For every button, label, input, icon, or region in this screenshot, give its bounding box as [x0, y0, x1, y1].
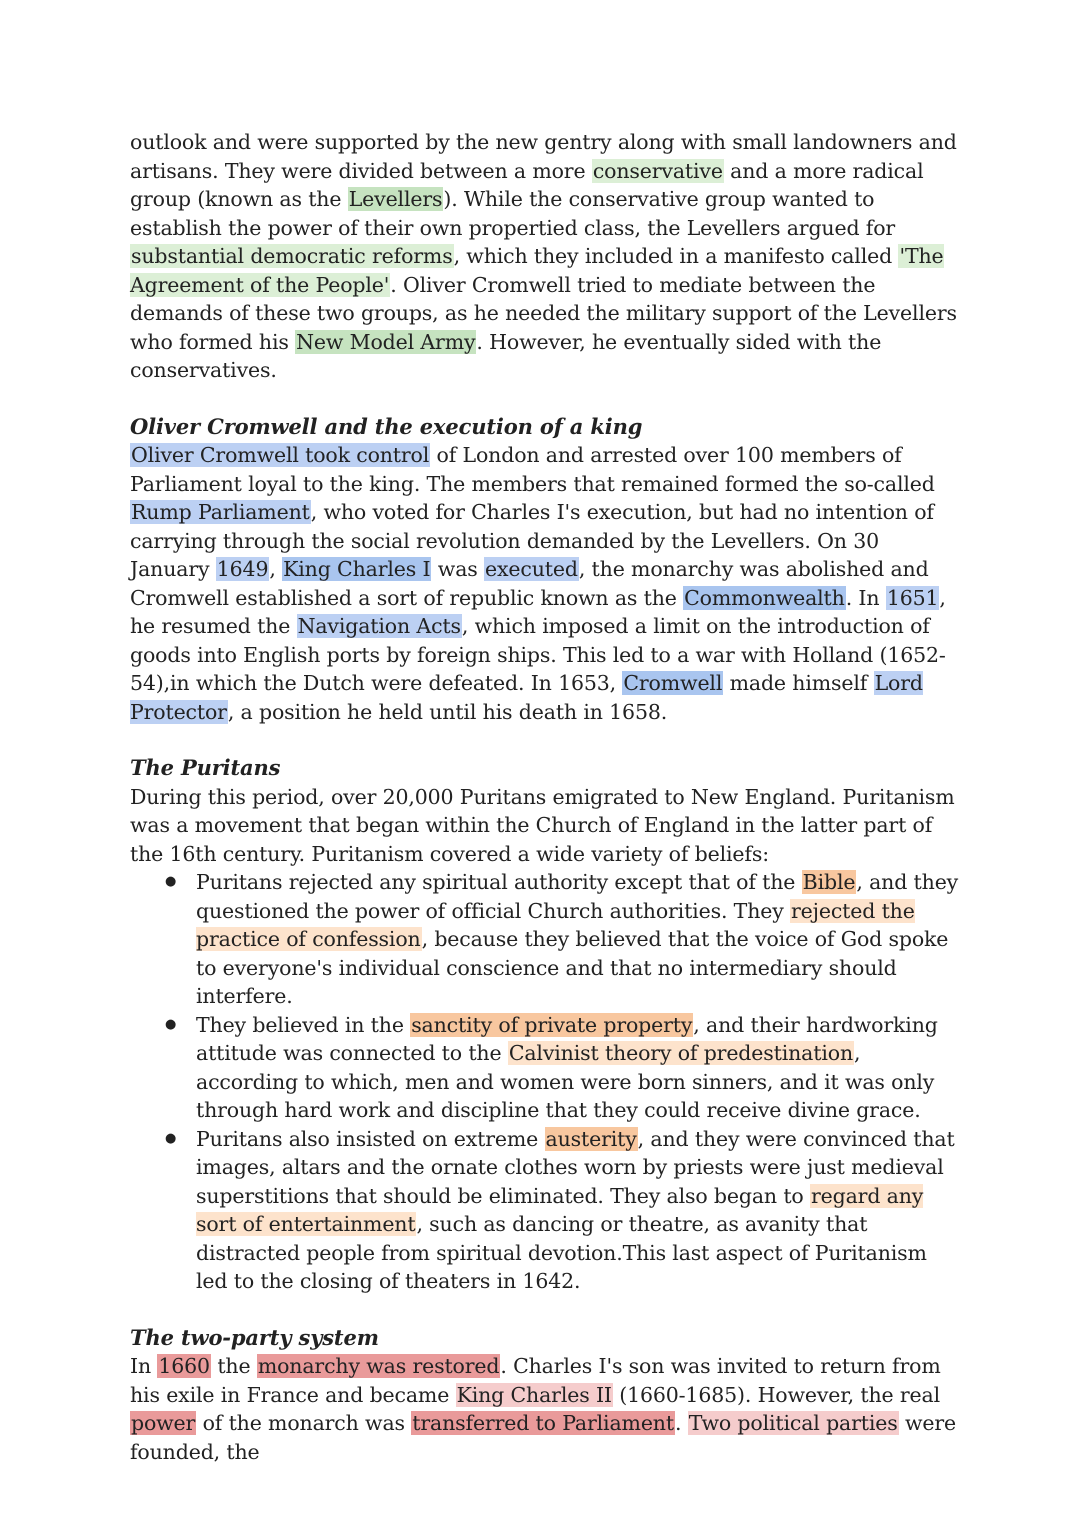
section-heading-puritans: The Puritans — [130, 755, 281, 780]
section-heading-two-party: The two-party system — [130, 1324, 379, 1350]
text: In — [130, 1354, 158, 1378]
text: . Oliver Cromwell tried to mediate between the demands of these two groups, as he needed the military support of the Levellers who formed his — [130, 272, 957, 354]
text: made himself — [723, 671, 874, 695]
highlight-monarchy-restored: monarchy was restored — [257, 1354, 500, 1378]
highlight-conservative: conservative — [592, 158, 723, 183]
two-party-section — [130, 1324, 960, 1467]
text: and a more radical group (known as the — [130, 158, 924, 211]
document-page — [130, 128, 960, 1466]
intro-paragraph — [130, 128, 960, 385]
list-item — [196, 1125, 960, 1296]
text: . — [674, 1411, 688, 1435]
highlight-power: power — [131, 1411, 196, 1435]
list-item — [196, 1011, 960, 1125]
highlight-rejected-confession: rejected the practice of confession — [196, 898, 915, 951]
highlight-new-model-army: New Model Army — [296, 329, 476, 354]
text: were founded, the — [130, 1411, 957, 1464]
highlight-austerity: austerity — [545, 1126, 637, 1151]
text: . In — [845, 585, 886, 610]
highlight-lord-protector: Lord Protector — [130, 671, 923, 724]
text: (1660-1685). However, the real — [612, 1382, 941, 1407]
highlight-cromwell-control: Oliver Cromwell took control — [131, 443, 430, 467]
highlight-rump-parliament: Rump Parliament — [131, 500, 310, 524]
two-party-paragraph — [130, 1352, 960, 1466]
text: Puritans rejected any spiritual authority except that of the — [196, 870, 802, 894]
cromwell-section — [130, 413, 960, 727]
text: , which imposed a limit on the introduction of goods into English ports by foreign ships. This led to a war with Holland (1652-54),in which the Dutch were defeated. In 1653, — [130, 614, 946, 695]
highlight-predestination: Calvinist theory of predestination — [508, 1041, 853, 1065]
puritans-belief-list — [130, 868, 960, 1296]
text: , and they questioned the power of official Church authorities. They — [196, 870, 959, 923]
text: ). While the conservative group wanted to establish the power of their own propertied class, the Levellers argued for — [130, 187, 896, 240]
text: of the monarch was — [196, 1411, 412, 1435]
puritans-intro: During this period, over 20,000 Puritans emigrated to New England. Puritanism was a movement that began within the Church of England in the latter part of the 16th century. Puritanism covered a wide variety of beliefs: — [130, 784, 955, 866]
highlight-executed: executed — [485, 557, 578, 581]
text: , and they were convinced that images, altars and the ornate clothes worn by priests were just medieval superstitions that should be eliminated. They also began to — [196, 1126, 955, 1208]
text: the — [210, 1354, 257, 1378]
text: , a position he held until his death in 1658. — [227, 699, 668, 724]
text: . Charles I's son was invited to return from his exile in France and became — [130, 1354, 941, 1407]
text: They believed in the — [196, 1012, 411, 1037]
highlight-transferred: transferred to Parliament — [412, 1411, 674, 1435]
highlight-democratic-reforms: substantial democratic reforms — [131, 244, 453, 268]
text: , which they included in a manifesto called — [453, 244, 899, 268]
highlight-1651: 1651 — [886, 585, 939, 610]
highlight-cromwell: Cromwell — [623, 671, 723, 695]
text: , and their hardworking attitude was connected to the — [196, 1012, 938, 1065]
text: , according to which, men and women were born sinners, and it was only through hard work and discipline that they could receive divine grace. — [196, 1041, 935, 1122]
highlight-1649: 1649 — [216, 557, 269, 581]
text: of London and arrested over 100 members of Parliament loyal to the king. The members that remained formed the so-called — [130, 443, 935, 496]
highlight-king-charles-ii: King Charles II — [456, 1382, 612, 1407]
text: , — [269, 557, 283, 581]
puritans-section — [130, 754, 960, 1296]
highlight-commonwealth: Commonwealth — [684, 585, 845, 610]
text: , because they believed that the voice of God spoke to everyone's individual conscience and that no intermediary should interfere. — [196, 927, 949, 1008]
highlight-bible: Bible — [802, 870, 856, 894]
text: , he resumed the — [130, 585, 946, 638]
highlight-agreement: 'The Agreement of the People' — [130, 244, 944, 297]
highlight-1660: 1660 — [158, 1354, 210, 1378]
text: , who voted for Charles I's execution, but had no intention of carrying through the social revolution demanded by the Levellers. On 30 January — [130, 500, 934, 581]
highlight-levellers: Levellers — [348, 187, 443, 211]
text: Puritans also insisted on extreme — [196, 1126, 545, 1151]
highlight-private-property: sanctity of private property — [411, 1012, 693, 1037]
text: was — [431, 557, 485, 581]
highlight-entertainment: regard any sort of entertainment — [196, 1183, 924, 1236]
text: , such as dancing or theatre, as avanity that distracted people from spiritual devotion.This last aspect of Puritanism led to the closing of theaters in 1642. — [196, 1212, 927, 1293]
highlight-two-parties: Two political parties — [688, 1411, 898, 1435]
list-item — [196, 868, 960, 1011]
cromwell-paragraph — [130, 441, 960, 726]
text: , the monarchy was abolished and Cromwell established a sort of republic known as the — [130, 557, 929, 610]
text: outlook and were supported by the new gentry along with small landowners and artisans. They were divided between a more — [130, 130, 957, 183]
highlight-navigation-acts: Navigation Acts — [297, 614, 461, 638]
text: . However, he eventually sided with the conservatives. — [130, 329, 882, 382]
section-heading-cromwell: Oliver Cromwell and the execution of a king — [130, 413, 643, 439]
highlight-king-charles-i: King Charles I — [283, 557, 431, 581]
